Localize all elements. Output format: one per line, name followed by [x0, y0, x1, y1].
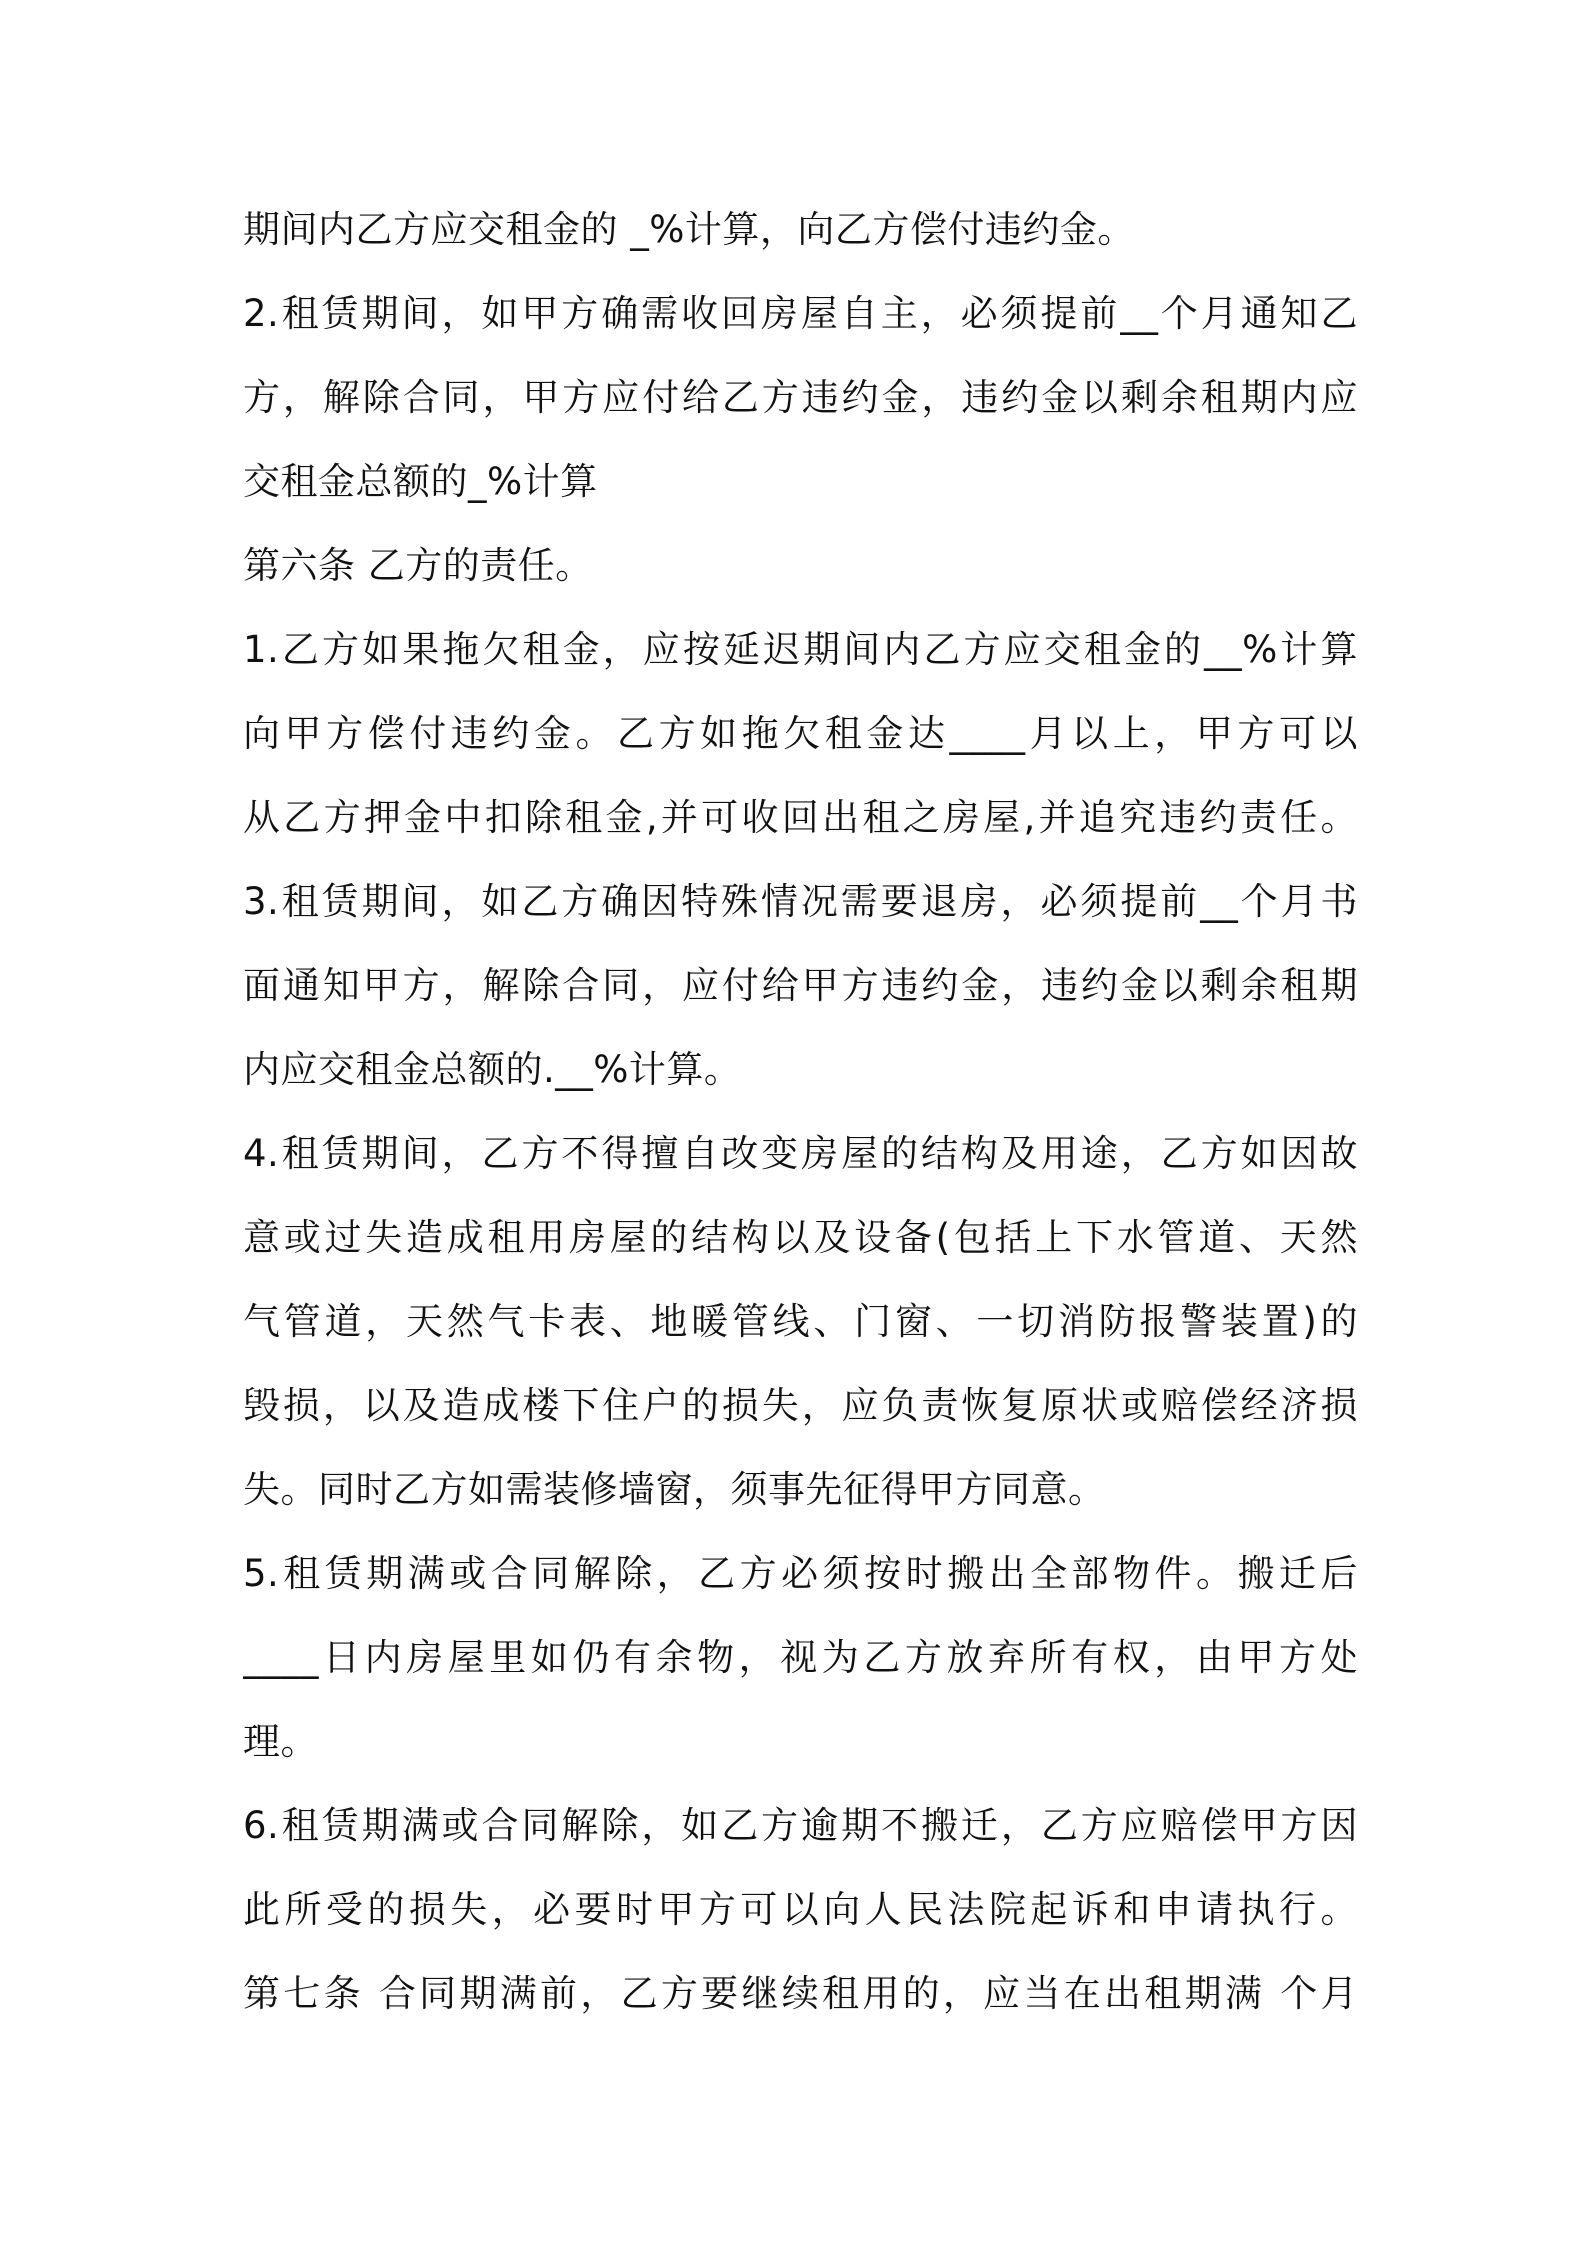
text-line: 交租金总额的_%计算	[243, 460, 598, 503]
text-line: 失。同时乙方如需装修墙窗，须事先征得甲方同意。	[243, 1468, 1106, 1511]
text-line: 5.租赁期满或合同解除，乙方必须按时搬出全部物件。搬迁后	[243, 1552, 1358, 1595]
text-line: 3.租赁期间，如乙方确因特殊情况需要退房，必须提前__个月书	[243, 880, 1358, 923]
text-line: 从乙方押金中扣除租金,并可收回出租之房屋,并追究违约责任。	[243, 796, 1358, 839]
section-heading: 第六条 乙方的责任。	[243, 544, 593, 587]
text-line: 毁损，以及造成楼下住户的损失，应负责恢复原状或赔偿经济损	[243, 1384, 1358, 1427]
text-line: 2.租赁期间，如甲方确需收回房屋自主，必须提前__个月通知乙	[243, 292, 1358, 335]
text-line: 期间内乙方应交租金的 _%计算，向乙方偿付违约金。	[243, 208, 1135, 251]
text-line: 1.乙方如果拖欠租金，应按延迟期间内乙方应交租金的__%计算	[243, 628, 1358, 671]
text-line: ____日内房屋里如仍有余物，视为乙方放弃所有权，由甲方处	[243, 1636, 1358, 1679]
section-heading: 第七条 合同期满前，乙方要继续租用的，应当在出租期满 个月	[243, 1972, 1358, 2015]
text-line: 内应交租金总额的.__%计算。	[243, 1048, 742, 1091]
text-line: 此所受的损失，必要时甲方可以向人民法院起诉和申请执行。	[243, 1888, 1358, 1931]
text-line: 方，解除合同，甲方应付给乙方违约金，违约金以剩余租期内应	[243, 376, 1358, 419]
text-line: 6.租赁期满或合同解除，如乙方逾期不搬迁，乙方应赔偿甲方因	[243, 1804, 1358, 1847]
text-line: 面通知甲方，解除合同，应付给甲方违约金，违约金以剩余租期	[243, 964, 1358, 1007]
text-line: 4.租赁期间，乙方不得擅自改变房屋的结构及用途，乙方如因故	[243, 1132, 1358, 1175]
text-line: 气管道，天然气卡表、地暖管线、门窗、一切消防报警装置)的	[243, 1300, 1358, 1343]
text-line: 理。	[243, 1720, 318, 1763]
text-line: 意或过失造成租用房屋的结构以及设备(包括上下水管道、天然	[243, 1216, 1358, 1259]
text-line: 向甲方偿付违约金。乙方如拖欠租金达____月以上，甲方可以	[243, 712, 1358, 755]
